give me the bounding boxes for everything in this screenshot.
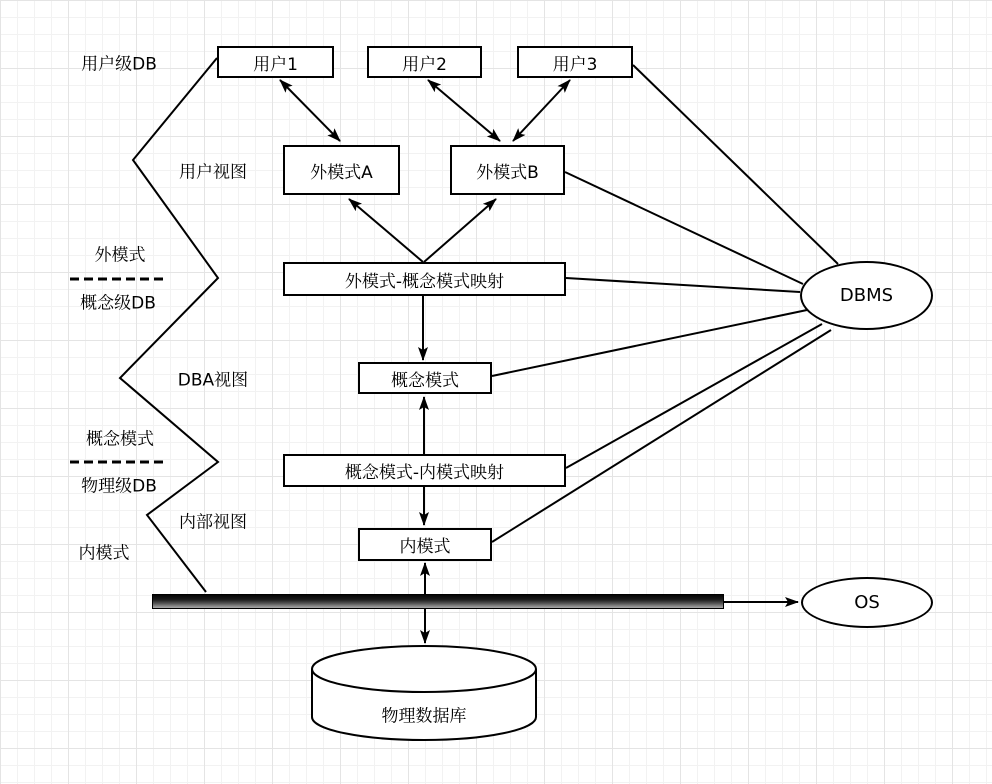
label-external-schema: 外模式 — [94, 245, 146, 266]
edge-user1-extA — [280, 80, 340, 141]
edge-conceptual-dbms — [492, 310, 807, 376]
system-boundary-bar — [152, 594, 724, 609]
edge-map1-dbms — [566, 278, 800, 292]
edge-user3-dbms — [633, 65, 838, 264]
edge-internal-dbms — [492, 330, 831, 542]
edge-user2-extB — [428, 80, 500, 141]
node-external-conceptual-mapping: 外模式-概念模式映射 — [283, 262, 566, 296]
label-user-level-db: 用户级DB — [81, 54, 157, 75]
node-conceptual-schema: 概念模式 — [358, 362, 492, 394]
edge-extB-dbms — [565, 172, 803, 284]
label-dba-view: DBA视图 — [177, 370, 249, 391]
node-user2: 用户2 — [367, 46, 482, 78]
node-internal-schema: 内模式 — [358, 528, 492, 561]
node-conceptual-internal-mapping: 概念模式-内模式映射 — [283, 454, 566, 487]
label-internal-view: 内部视图 — [179, 512, 247, 533]
edge-user3-extB — [513, 80, 570, 141]
node-user1: 用户1 — [217, 46, 334, 78]
label-conceptual-level-db: 概念级DB — [80, 293, 156, 314]
edge-map1-extA — [349, 199, 423, 262]
edge-map2-dbms — [566, 324, 822, 468]
label-conceptual-schema: 概念模式 — [86, 429, 154, 450]
physical-database-label: 物理数据库 — [381, 706, 467, 727]
edge-map1-extB — [424, 199, 496, 262]
label-physical-level-db: 物理级DB — [81, 476, 157, 497]
label-user-view: 用户视图 — [179, 162, 247, 183]
node-external-schema-a: 外模式A — [283, 145, 400, 195]
node-os: OS — [801, 577, 933, 628]
label-internal-schema: 内模式 — [78, 543, 130, 564]
node-dbms: DBMS — [800, 261, 933, 330]
node-user3: 用户3 — [517, 46, 633, 78]
node-external-schema-b: 外模式B — [450, 145, 565, 195]
